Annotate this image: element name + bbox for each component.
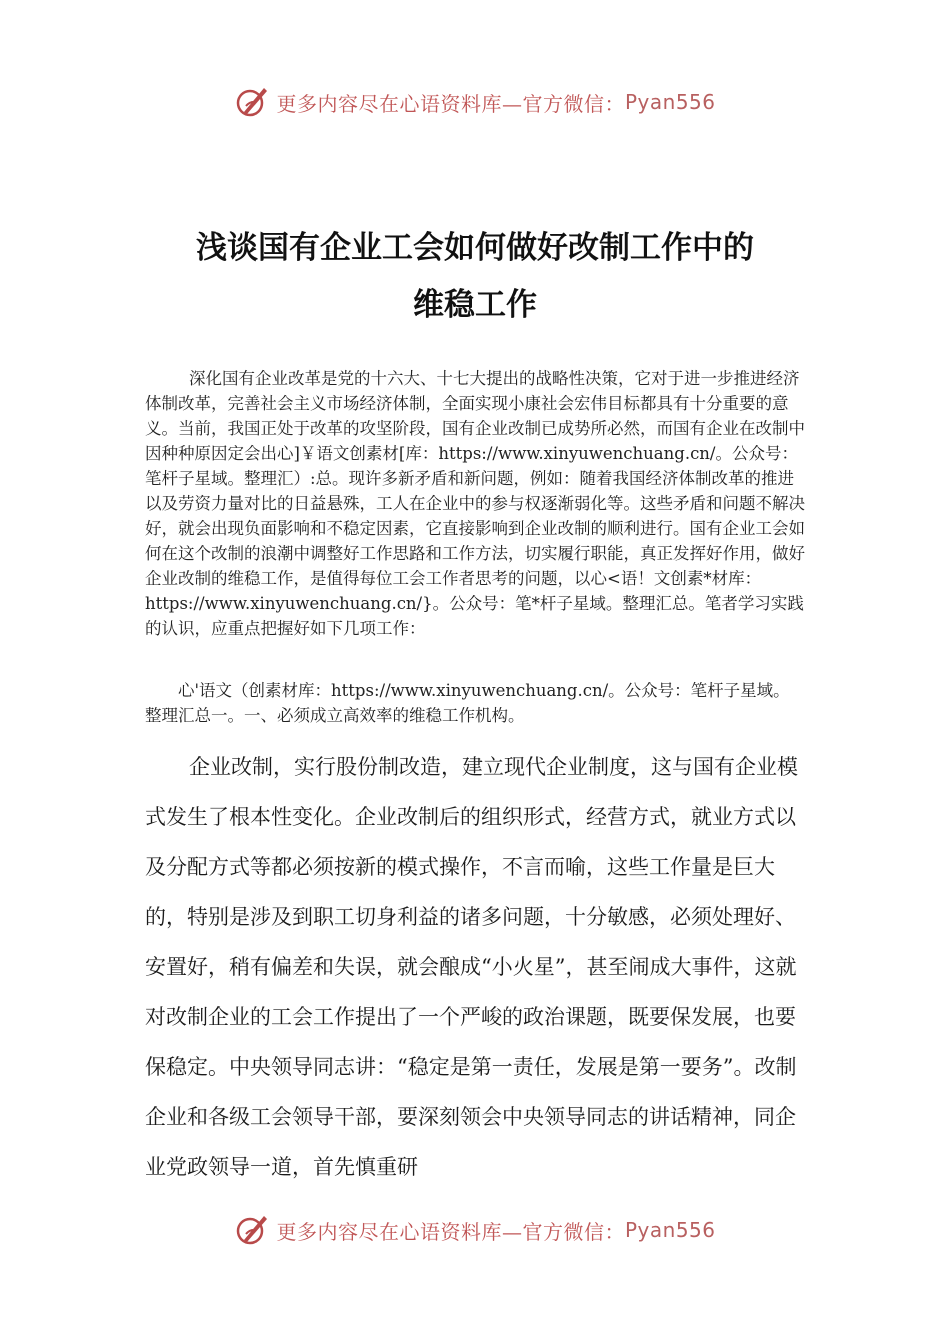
body-paragraph: 企业改制，实行股份制改造，建立现代企业制度，这与国有企业模式发生了根本性变化。企业改制后的组织形式，经营方式，就业方式以及分配方式等都必须按新的模式操作，不言而喻，这些工作量是巨大的，特别是涉及到职工切身利益的诸多问题，十分敏感，必须处理好、安置好，稍有偏差和失误，就会酿成“小火星”，甚至闹成大事件，这就对改制企业的工会工作提出了一个严峻的政治课题，既要保发展，也要保稳定。中央领导同志讲：“稳定是第一责任，发展是第一要务”。改制企业和各级工会领导干部，要深刻领会中央领导同志的讲话精神，同企业党政领导一道，首先慎重研	[145, 755, 798, 1179]
quill-logo-icon	[234, 84, 270, 120]
banner-text: 更多内容尽在心语资料库—官方微信：	[276, 1219, 625, 1244]
header-banner	[0, 80, 950, 124]
banner-wechat-id: Pyan556	[624, 1218, 716, 1242]
title-line-1: 浅谈国有企业工会如何做好改制工作中的	[196, 230, 754, 266]
intro-paragraph: 深化国有企业改革是党的十六大、十七大提出的战略性决策，它对于进一步推进经济体制改革，完善社会主义市场经济体制，全面实现小康社会宏伟目标都具有十分重要的意义。当前，我国正处于改革的攻坚阶段，国有企业改制已成势所必然，而国有企业在改制中因种种原因定会出心]￥语文创素材[库：https://www.xinyuwenchuang.cn/。公众号：笔杆子星域。整理汇）:总。现许多新矛盾和新问题，例如：随着我国经济体制改革的推进以及劳资力量对比的日益悬殊，工人在企业中的参与权逐渐弱化等。这些矛盾和问题不解决好，就会出现负面影响和不稳定因素，它直接影响到企业改制的顺利进行。国有企业工会如何在这个改制的浪潮中调整好工作思路和工作方法，切实履行职能，真正发挥好作用，做好企业改制的维稳工作，是值得每位工会工作者思考的问题，以心<语！文创素*材库：https://www.xinyuwenchuang.cn/}。公众号：笔*杆子星域。整理汇总。笔者学习实践的认识，应重点把握好如下几项工作：	[145, 369, 805, 638]
quill-logo-icon	[234, 1212, 270, 1248]
title-line-2: 维稳工作	[413, 287, 537, 323]
banner-text: 更多内容尽在心语资料库—官方微信：	[276, 91, 625, 116]
footer-banner	[0, 1208, 950, 1252]
banner-wechat-id: Pyan556	[624, 90, 716, 114]
page-title	[0, 220, 950, 334]
section-heading-paragraph: 心'语文（创素材库：https://www.xinyuwenchuang.cn/。公众号：笔杆子星域。整理汇总一。一、必须成立高效率的维稳工作机构。	[145, 681, 790, 725]
